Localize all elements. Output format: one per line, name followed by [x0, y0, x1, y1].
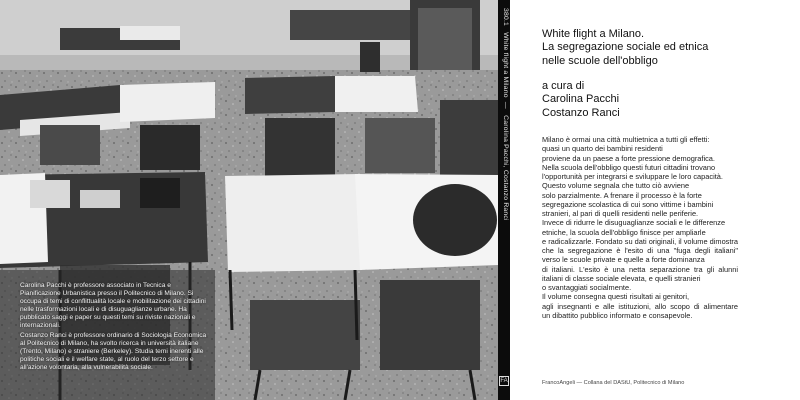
editor-name: Costanzo Ranci — [542, 106, 620, 119]
blurb-line: l'opportunità per integrarsi e sviluppare le loro capacità. — [542, 172, 723, 181]
blurb-line: Il volume consegna questi risultati ai genitori, — [542, 292, 690, 302]
blurb-line: stranieri, al pari di quelli residenti nelle periferie. — [542, 209, 699, 218]
editors-list — [542, 93, 620, 120]
blurb-line: etniche, la scuola dell'obbligo finisce per ampliarle — [542, 227, 706, 237]
blurb-line: e radicalizzarle. Fondato su dati originali, il volume dimostra — [542, 236, 738, 246]
blurb-line: Milano è ormai una città multietnica a tutti gli effetti: — [542, 135, 710, 144]
spine-code: 380.1 — [502, 8, 509, 27]
blurb-line: quasi un quarto dei bambini residenti — [542, 144, 663, 154]
blurb-line: Nella scuola dell'obbligo questi futuri cittadini trovano — [542, 162, 716, 172]
blurb-line: Invece di ridurre le disuguaglianze sociali e le differenze — [542, 218, 726, 228]
blurb-line: agli insegnanti e alle istituzioni, allo scopo di alimentare — [542, 301, 738, 311]
blurb-line: o svantaggiati socialmente. — [542, 283, 632, 292]
blurb-line: di italiani. L'esito è una netta separazione tra gli alunni — [542, 264, 738, 274]
spine-title: White flight a Milano — [502, 32, 509, 98]
blurb-line: proviene da un paese a forte pressione demografica. — [542, 153, 715, 163]
blurb-line: solo parzialmente. A frenare il processo è la forte — [542, 190, 702, 200]
title-line: nelle scuole dell'obbligo — [542, 54, 658, 67]
spine-editors: Carolina Pacchi, Costanzo Ranci — [502, 115, 509, 221]
bio-ranci: Costanzo Ranci è professore ordinario di Sociologia Economica al Politecnico di Milano, ha svolto ricerca in università italiane (Trento, Milano) e straniere (Berkeley). Studia temi inerenti alle politiche sociali e il welfare state, al ruolo del terzo settore e all'azione volontaria, alla vulnerabilità sociale. — [20, 331, 207, 371]
blurb-line: un dibattito pubblico informato e consapevole. — [542, 310, 693, 320]
publisher-series: FrancoAngeli — Collana del DAStU, Politecnico di Milano — [542, 380, 685, 386]
editors-label: a cura di — [542, 80, 585, 92]
blurb-line: che la segregazione è l'esito di una "fuga degli italiani" — [542, 246, 738, 255]
spine-text: 380.1 White flight a Milano — Carolina Pacchi, Costanzo Ranci — [502, 8, 509, 221]
title-line: White flight a Milano. — [542, 28, 645, 40]
book-title — [542, 28, 792, 68]
bio-pacchi: Carolina Pacchi è professore associato in Tecnica e Pianificazione Urbanistica presso il Politecnico di Milano. Si occupa di temi di conflittualità locale e mobilitazione dei cittadini nelle trasformazioni locali e di disuguaglianze urbane. Ha pubblicato saggi e paper su questi temi su riviste nazionali e internazionali. — [20, 282, 206, 330]
blurb-line: Questo volume segnala che tutto ciò avviene — [542, 181, 690, 191]
editor-name: Carolina Pacchi — [542, 93, 620, 106]
title-line: La segregazione sociale ed etnica — [542, 41, 709, 54]
publisher-logo-icon: FA — [500, 378, 508, 384]
blurb-line: italiani di classe sociale elevata, e quelli stranieri — [542, 273, 701, 283]
blurb-line: segregazione scolastica di cui sono vittime i bambini — [542, 199, 714, 209]
blurb-line: verso le scuole private e quelle a forte dominanza — [542, 255, 705, 265]
front-cover — [510, 0, 800, 400]
author-bio — [20, 282, 208, 373]
cover-blurb — [542, 135, 738, 320]
